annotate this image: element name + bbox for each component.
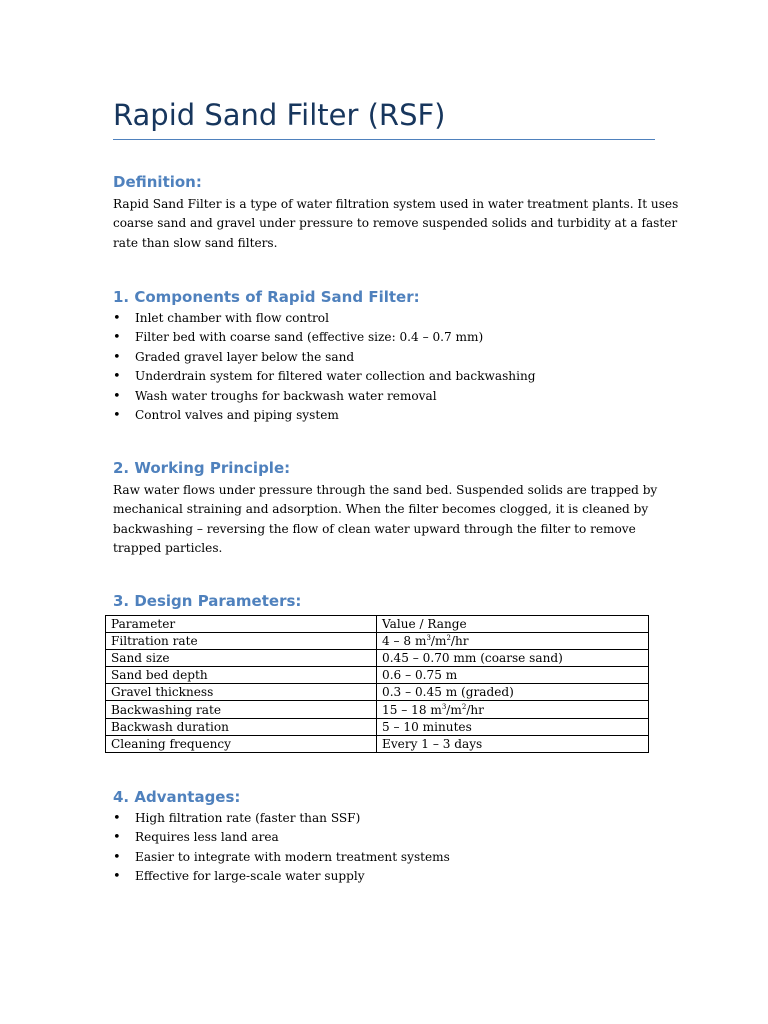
bullet-icon: • [113, 330, 121, 346]
definition-line: coarse sand and gravel under pressure to remove suspended solids and turbidity at a faster [113, 216, 678, 231]
table-row [106, 650, 649, 667]
bullet-icon: • [113, 830, 121, 846]
table-header-cell: Value / Range [377, 616, 649, 633]
value-text: /hr [450, 634, 469, 649]
list-item-text: Wash water troughs for backwash water removal [135, 388, 437, 403]
definition-paragraph [113, 195, 679, 253]
superscript: 2 [446, 634, 451, 643]
design-parameters-table [105, 615, 649, 753]
working-line: trapped particles. [113, 541, 223, 556]
bullet-icon: • [113, 388, 121, 404]
bullet-icon: • [113, 369, 121, 385]
working-principle-paragraph [113, 481, 658, 559]
value-cell [377, 701, 649, 718]
list-item-text: Control valves and piping system [135, 407, 339, 422]
list-item-text: High filtration rate (faster than SSF) [135, 811, 361, 825]
value-text: /m [446, 702, 462, 717]
title-underline [113, 139, 655, 140]
working-line: Raw water flows under pressure through the sand bed. Suspended solids are trapped by [113, 483, 658, 497]
table-row [106, 684, 649, 701]
parameter-cell: Backwash duration [106, 718, 377, 735]
bullet-icon: • [113, 311, 121, 326]
definition-line: rate than slow sand filters. [113, 235, 278, 250]
list-item-text: Underdrain system for filtered water collection and backwashing [135, 369, 536, 384]
working-line: mechanical straining and adsorption. When the filter becomes clogged, it is cleaned by [113, 502, 649, 517]
value-cell [377, 633, 649, 650]
definition-line: Rapid Sand Filter is a type of water filtration system used in water treatment plants. It uses [113, 197, 679, 211]
bullet-icon: • [113, 849, 121, 865]
design-parameters-heading: 3. Design Parameters: [113, 592, 302, 610]
value-text: /m [430, 634, 447, 649]
superscript: 3 [426, 634, 431, 643]
bullet-icon: • [113, 811, 121, 826]
parameter-cell: Sand bed depth [106, 667, 377, 684]
document-title: Rapid Sand Filter (RSF) [113, 98, 446, 132]
value-text: 15 – 18 m [382, 702, 442, 717]
value-cell: Every 1 – 3 days [377, 735, 649, 752]
value-cell: 0.6 – 0.75 m [377, 667, 649, 684]
components-heading: 1. Components of Rapid Sand Filter: [113, 288, 420, 306]
table-row [106, 701, 649, 718]
table-row [106, 667, 649, 684]
table-header-cell: Parameter [106, 616, 377, 633]
parameter-cell: Gravel thickness [106, 684, 377, 701]
table-row [106, 718, 649, 735]
list-item-text: Requires less land area [135, 830, 279, 845]
table-row [106, 735, 649, 752]
list-item-text: Effective for large-scale water supply [135, 869, 365, 884]
list-item-text: Inlet chamber with flow control [135, 311, 329, 325]
definition-heading: Definition: [113, 173, 202, 191]
advantages-heading: 4. Advantages: [113, 788, 241, 806]
working-line: backwashing – reversing the flow of clean water upward through the filter to remove [113, 521, 636, 536]
value-text: /hr [466, 702, 484, 717]
value-text: 4 – 8 m [382, 634, 427, 649]
list-item-text: Easier to integrate with modern treatment systems [135, 849, 450, 864]
list-item-text: Filter bed with coarse sand (effective size: 0.4 – 0.7 mm) [135, 330, 484, 345]
table-row [106, 633, 649, 650]
parameter-cell: Filtration rate [106, 633, 377, 650]
value-cell: 5 – 10 minutes [377, 718, 649, 735]
parameter-cell: Cleaning frequency [106, 735, 377, 752]
table-header-row [106, 616, 649, 633]
superscript: 2 [461, 702, 467, 711]
value-cell: 0.45 – 0.70 mm (coarse sand) [377, 650, 649, 667]
value-cell: 0.3 – 0.45 m (graded) [377, 684, 649, 701]
list-item-text: Graded gravel layer below the sand [135, 349, 355, 364]
working-principle-heading: 2. Working Principle: [113, 459, 291, 477]
bullet-icon: • [113, 407, 121, 423]
superscript: 3 [441, 702, 447, 711]
bullet-icon: • [113, 869, 121, 885]
bullet-icon: • [113, 349, 121, 365]
parameter-cell: Backwashing rate [106, 701, 377, 718]
parameter-cell: Sand size [106, 650, 377, 667]
